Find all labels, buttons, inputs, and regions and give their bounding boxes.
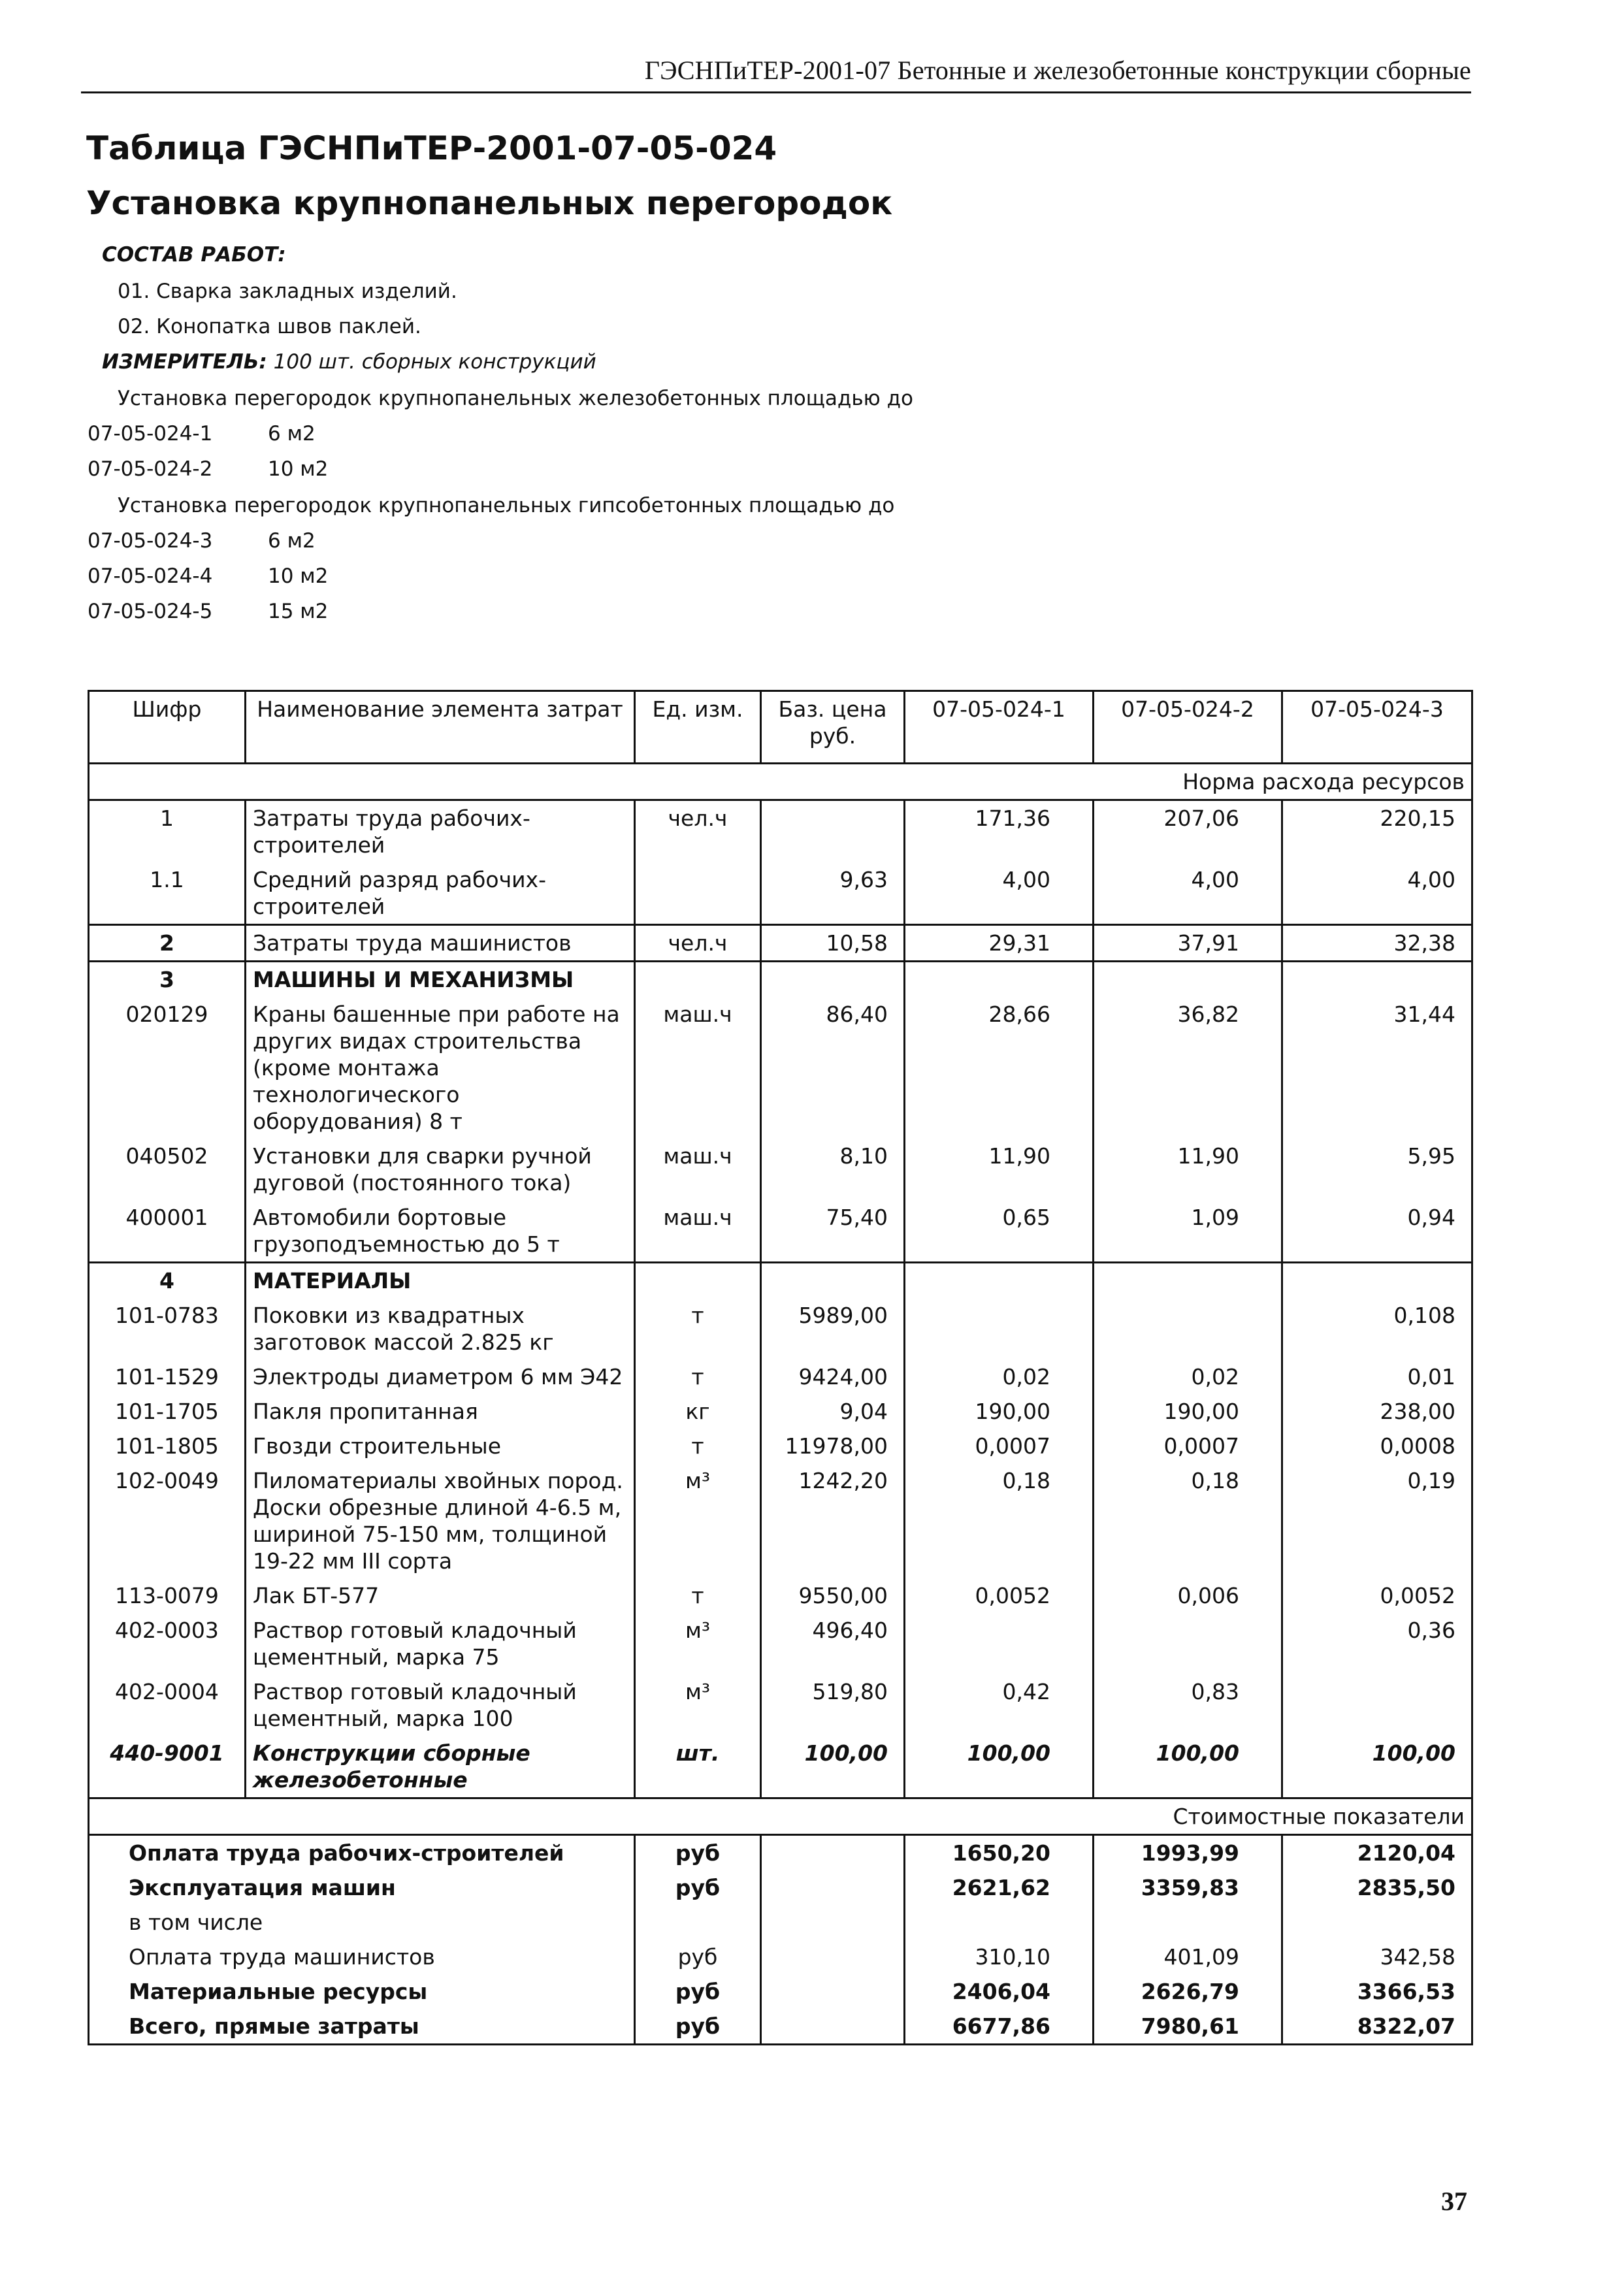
header-rule: [81, 91, 1471, 93]
cell-unit: [635, 862, 761, 925]
cell-code: 440-9001: [89, 1736, 246, 1798]
table-row: [89, 1429, 1472, 1463]
work-item-1: 01. Сварка закладных изделий.: [118, 280, 457, 303]
group-code: 07-05-024-3: [88, 529, 213, 553]
cell-value: 0,18: [1094, 1463, 1282, 1578]
cell-value: 238,00: [1282, 1394, 1472, 1429]
resource-table: [88, 690, 1473, 2045]
table-row: [89, 1613, 1472, 1674]
total-value: [1094, 1905, 1282, 1940]
group-value: 10 м2: [268, 564, 329, 588]
cell-value: 0,83: [1094, 1674, 1282, 1736]
cell-unit: т: [635, 1359, 761, 1394]
cell-value: 31,44: [1282, 997, 1472, 1139]
cell-code: 4: [89, 1263, 246, 1299]
group-value: 15 м2: [268, 600, 329, 623]
page-number: 37: [1441, 2187, 1467, 2216]
cell-code: 040502: [89, 1139, 246, 1200]
total-row: [89, 1905, 1472, 1940]
cell-price: 8,10: [761, 1139, 905, 1200]
table-row: [89, 1298, 1472, 1359]
total-unit: руб: [635, 1835, 761, 1871]
total-value: 3366,53: [1282, 1974, 1472, 2009]
table-row: [89, 862, 1472, 925]
work-label: СОСТАВ РАБОТ:: [102, 243, 286, 267]
total-value: 2120,04: [1282, 1835, 1472, 1871]
total-unit: руб: [635, 1870, 761, 1905]
cell-value: 100,00: [1282, 1736, 1472, 1798]
cell-value: 5,95: [1282, 1139, 1472, 1200]
cell-code: 2: [89, 925, 246, 962]
running-header: ГЭСНПиТЕР-2001-07 Бетонные и железобетонные конструкции сборные: [644, 56, 1471, 85]
cell-value: 0,108: [1282, 1298, 1472, 1359]
cell-code: 3: [89, 962, 246, 998]
cell-unit: чел.ч: [635, 925, 761, 962]
cell-name: Раствор готовый кладочный цементный, марка 100: [246, 1674, 635, 1736]
total-value: [905, 1905, 1094, 1940]
total-value: 8322,07: [1282, 2009, 1472, 2045]
total-value: 6677,86: [905, 2009, 1094, 2045]
cell-value: 11,90: [1094, 1139, 1282, 1200]
table-row: [89, 1394, 1472, 1429]
table-row: [89, 1200, 1472, 1263]
table-row: [89, 925, 1472, 962]
total-value: 2835,50: [1282, 1870, 1472, 1905]
cell-name: Раствор готовый кладочный цементный, марка 75: [246, 1613, 635, 1674]
column-header: 07-05-024-1: [905, 691, 1094, 764]
cell-price: 1242,20: [761, 1463, 905, 1578]
cell-value: 4,00: [1282, 862, 1472, 925]
group-value: 10 м2: [268, 457, 329, 481]
total-value: 2621,62: [905, 1870, 1094, 1905]
cell-name: Установки для сварки ручной дуговой (постоянного тока): [246, 1139, 635, 1200]
column-header: Шифр: [89, 691, 246, 764]
norm-label: Норма расхода ресурсов: [89, 764, 1472, 800]
cell-value: 0,0007: [905, 1429, 1094, 1463]
cell-value: 0,0008: [1282, 1429, 1472, 1463]
cell-value: 11,90: [905, 1139, 1094, 1200]
cell-unit: т: [635, 1429, 761, 1463]
section-title: Установка крупнопанельных перегородок: [86, 184, 893, 222]
cell-name: Конструкции сборные железобетонные: [246, 1736, 635, 1798]
cell-value: [1282, 1674, 1472, 1736]
cell-unit: м³: [635, 1674, 761, 1736]
cell-value: 36,82: [1094, 997, 1282, 1139]
cell-value: 207,06: [1094, 800, 1282, 863]
table-row: [89, 1139, 1472, 1200]
cell-code: 402-0003: [89, 1613, 246, 1674]
cell-price: 11978,00: [761, 1429, 905, 1463]
cost-section-row: [89, 1798, 1472, 1835]
total-value: 401,09: [1094, 1940, 1282, 1974]
cell-code: 102-0049: [89, 1463, 246, 1578]
cell-value: 0,36: [1282, 1613, 1472, 1674]
column-header: 07-05-024-2: [1094, 691, 1282, 764]
total-label: в том числе: [89, 1905, 635, 1940]
cell-code: 101-1805: [89, 1429, 246, 1463]
group-value: 6 м2: [268, 422, 316, 446]
cell-code: 101-1705: [89, 1394, 246, 1429]
cell-value: 0,0052: [905, 1578, 1094, 1613]
cell-price: 9,63: [761, 862, 905, 925]
total-row: [89, 1870, 1472, 1905]
cell-value: 100,00: [1094, 1736, 1282, 1798]
cell-name: Пакля пропитанная: [246, 1394, 635, 1429]
table-title: Таблица ГЭСНПиТЕР-2001-07-05-024: [86, 129, 777, 167]
total-value: 1993,99: [1094, 1835, 1282, 1871]
group-heading-2: Установка перегородок крупнопанельных гипсобетонных площадью до: [118, 494, 895, 517]
cell-value: 0,18: [905, 1463, 1094, 1578]
cell-code: 1: [89, 800, 246, 863]
table-row: [89, 1578, 1472, 1613]
column-header: 07-05-024-3: [1282, 691, 1472, 764]
cell-value: [905, 1298, 1094, 1359]
cell-value: 28,66: [905, 997, 1094, 1139]
section-name: МАТЕРИАЛЫ: [246, 1263, 635, 1299]
total-row: [89, 1974, 1472, 2009]
total-label: Материальные ресурсы: [89, 1974, 635, 2009]
total-unit: [635, 1905, 761, 1940]
cell-unit: м³: [635, 1613, 761, 1674]
cell-value: 0,94: [1282, 1200, 1472, 1263]
cell-price: 9424,00: [761, 1359, 905, 1394]
group-code: 07-05-024-2: [88, 457, 213, 481]
cell-value: 0,0007: [1094, 1429, 1282, 1463]
cell-value: 190,00: [905, 1394, 1094, 1429]
cell-price: 10,58: [761, 925, 905, 962]
table-row: [89, 1359, 1472, 1394]
total-unit: руб: [635, 1974, 761, 2009]
cell-value: 171,36: [905, 800, 1094, 863]
cell-value: 0,02: [1094, 1359, 1282, 1394]
total-value: 1650,20: [905, 1835, 1094, 1871]
cell-price: 9550,00: [761, 1578, 905, 1613]
cell-value: 0,02: [905, 1359, 1094, 1394]
cell-value: 0,42: [905, 1674, 1094, 1736]
group-code: 07-05-024-1: [88, 422, 213, 446]
cell-name: Средний разряд рабочих-строителей: [246, 862, 635, 925]
cell-value: 37,91: [1094, 925, 1282, 962]
cell-price: 9,04: [761, 1394, 905, 1429]
total-row: [89, 1835, 1472, 1871]
total-value: 342,58: [1282, 1940, 1472, 1974]
cost-label: Стоимостные показатели: [89, 1798, 1472, 1835]
total-unit: руб: [635, 1940, 761, 1974]
cell-code: 1.1: [89, 862, 246, 925]
total-value: 310,10: [905, 1940, 1094, 1974]
column-header: Баз. цена руб.: [761, 691, 905, 764]
table-row: [89, 997, 1472, 1139]
cell-value: [1094, 1298, 1282, 1359]
cell-value: [905, 1613, 1094, 1674]
cell-price: 496,40: [761, 1613, 905, 1674]
total-row: [89, 1940, 1472, 1974]
cell-name: Автомобили бортовые грузоподъемностью до 5 т: [246, 1200, 635, 1263]
cell-value: 100,00: [905, 1736, 1094, 1798]
group-value: 6 м2: [268, 529, 316, 553]
cell-unit: чел.ч: [635, 800, 761, 863]
cell-value: 29,31: [905, 925, 1094, 962]
cell-value: 220,15: [1282, 800, 1472, 863]
cell-price: 519,80: [761, 1674, 905, 1736]
group-code: 07-05-024-4: [88, 564, 213, 588]
cell-price: 86,40: [761, 997, 905, 1139]
cell-code: 400001: [89, 1200, 246, 1263]
group-heading-1: Установка перегородок крупнопанельных железобетонных площадью до: [118, 387, 913, 410]
total-label: Эксплуатация машин: [89, 1870, 635, 1905]
table-row: [89, 1463, 1472, 1578]
cell-name: Лак БТ-577: [246, 1578, 635, 1613]
cell-unit: кг: [635, 1394, 761, 1429]
cell-value: 1,09: [1094, 1200, 1282, 1263]
section-name: МАШИНЫ И МЕХАНИЗМЫ: [246, 962, 635, 998]
group-code: 07-05-024-5: [88, 600, 213, 623]
cell-value: 0,19: [1282, 1463, 1472, 1578]
total-unit: руб: [635, 2009, 761, 2045]
cell-unit: маш.ч: [635, 1139, 761, 1200]
cell-name: Гвозди строительные: [246, 1429, 635, 1463]
norm-section-row: [89, 764, 1472, 800]
section-row: [89, 1263, 1472, 1299]
cell-value: 190,00: [1094, 1394, 1282, 1429]
table-header-row: [89, 691, 1472, 764]
cell-unit: маш.ч: [635, 997, 761, 1139]
total-value: 7980,61: [1094, 2009, 1282, 2045]
cell-price: 75,40: [761, 1200, 905, 1263]
table-row: [89, 1674, 1472, 1736]
cell-unit: т: [635, 1298, 761, 1359]
total-value: [1282, 1905, 1472, 1940]
cell-code: 101-0783: [89, 1298, 246, 1359]
meter-value: 100 шт. сборных конструкций: [273, 350, 596, 374]
cell-value: 0,01: [1282, 1359, 1472, 1394]
cell-value: [1094, 1613, 1282, 1674]
cell-code: 020129: [89, 997, 246, 1139]
meter-label: ИЗМЕРИТЕЛЬ:: [102, 350, 267, 374]
cell-price: [761, 800, 905, 863]
total-value: 2406,04: [905, 1974, 1094, 2009]
cell-unit: м³: [635, 1463, 761, 1578]
cell-value: 4,00: [905, 862, 1094, 925]
total-label: Всего, прямые затраты: [89, 2009, 635, 2045]
cell-price: 5989,00: [761, 1298, 905, 1359]
work-item-2: 02. Конопатка швов паклей.: [118, 315, 421, 338]
cell-code: 402-0004: [89, 1674, 246, 1736]
total-value: 2626,79: [1094, 1974, 1282, 2009]
column-header: Ед. изм.: [635, 691, 761, 764]
table-row: [89, 1736, 1472, 1798]
column-header: Наименование элемента затрат: [246, 691, 635, 764]
total-label: Оплата труда машинистов: [89, 1940, 635, 1974]
cell-unit: маш.ч: [635, 1200, 761, 1263]
meter-line: [102, 350, 596, 374]
total-row: [89, 2009, 1472, 2045]
cell-value: 0,0052: [1282, 1578, 1472, 1613]
cell-name: Затраты труда машинистов: [246, 925, 635, 962]
cell-name: Поковки из квадратных заготовок массой 2.825 кг: [246, 1298, 635, 1359]
cell-unit: т: [635, 1578, 761, 1613]
cell-name: Пиломатериалы хвойных пород. Доски обрезные длиной 4-6.5 м, шириной 75-150 мм, толщиной 19-22 мм III сорта: [246, 1463, 635, 1578]
cell-code: 101-1529: [89, 1359, 246, 1394]
cell-code: 113-0079: [89, 1578, 246, 1613]
section-row: [89, 962, 1472, 998]
cell-value: 4,00: [1094, 862, 1282, 925]
total-label: Оплата труда рабочих-строителей: [89, 1835, 635, 1871]
cell-price: 100,00: [761, 1736, 905, 1798]
cell-name: Затраты труда рабочих-строителей: [246, 800, 635, 863]
cell-name: Краны башенные при работе на других видах строительства (кроме монтажа технологического оборудования) 8 т: [246, 997, 635, 1139]
cell-value: 0,006: [1094, 1578, 1282, 1613]
cell-unit: шт.: [635, 1736, 761, 1798]
table-row: [89, 800, 1472, 863]
cell-name: Электроды диаметром 6 мм Э42: [246, 1359, 635, 1394]
cell-value: 32,38: [1282, 925, 1472, 962]
total-value: 3359,83: [1094, 1870, 1282, 1905]
cell-value: 0,65: [905, 1200, 1094, 1263]
